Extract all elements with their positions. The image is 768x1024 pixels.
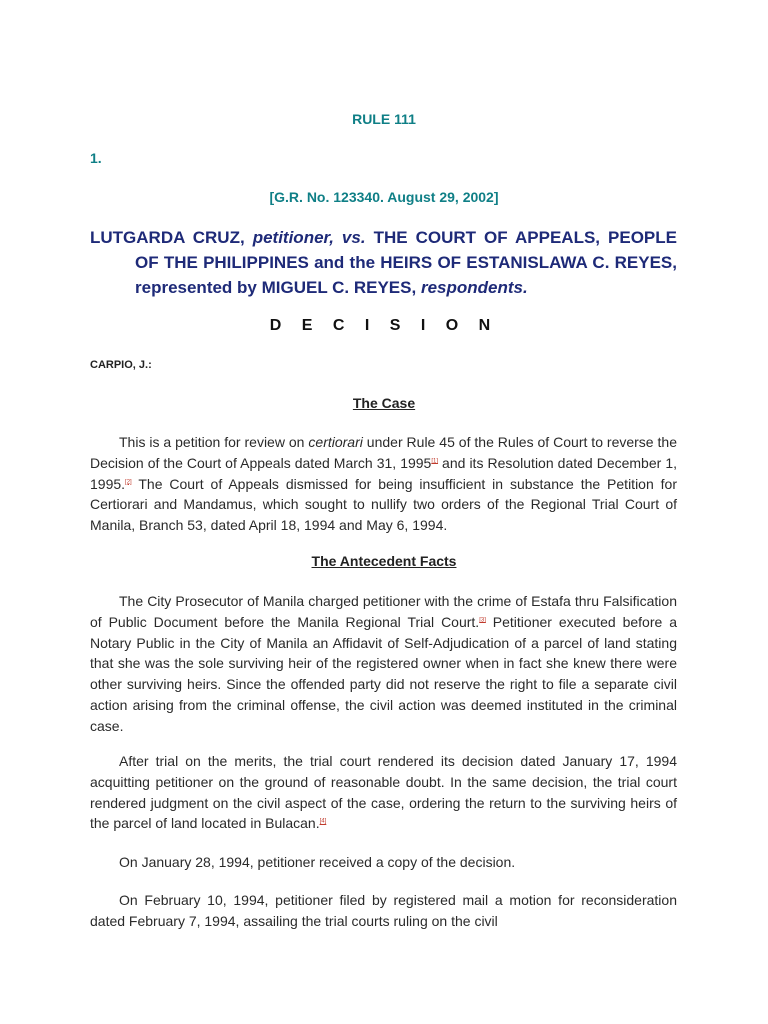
- petitioner-name: LUTGARDA CRUZ,: [90, 228, 245, 247]
- paragraph-5: On February 10, 1994, petitioner filed by registered mail a motion for reconsideration dated February 7, 1994, assailing the trial courts ruling on the civil: [90, 892, 677, 929]
- paragraph-4: On January 28, 1994, petitioner received a copy of the decision.: [119, 854, 516, 870]
- footnote-link-4[interactable]: [4]: [319, 818, 327, 825]
- ponente: CARPIO, J.:: [90, 359, 152, 371]
- footnote-link-1[interactable]: [1]: [431, 458, 439, 465]
- text-run: The Court of Appeals dismissed for being insufficient in substance the Petition for Certiorari and Mandamus, which sought to nullify two orders of the Regional Trial Court of Manila, Branch 53, dated April 18, 1994 and May 6, 1994.: [90, 475, 677, 534]
- gr-number: [G.R. No. 123340. August 29, 2002]: [269, 189, 499, 205]
- text-run: Petitioner executed before a Notary Public in the City of Manila an Affidavit of Self-Adjudication of a parcel of land stating that she was the sole surviving heir of the registered owner when in fact she knew there were other surviving heirs. Since the offended party did not reserve the right to file a separate civil action arising from the criminal offense, the civil action was deemed instituted in the criminal case.: [90, 613, 677, 734]
- respondents-names: THE COURT OF APPEALS, PEOPLE OF THE PHILIPPINES and the HEIRS OF ESTANISLAWA C. REYES, represented by MIGUEL C. REYES,: [135, 228, 677, 297]
- paragraph-2: [90, 591, 677, 737]
- paragraph-1: [90, 432, 677, 536]
- item-number: 1.: [90, 150, 102, 166]
- text-run: After trial on the merits, the trial court rendered its decision dated January 17, 1994 acquitting petitioner on the ground of reasonable doubt. In the same decision, the trial court rendered judgment on the civil aspect of the case, ordering the return to the surviving heirs of the parcel of land located in Bulacan.: [90, 753, 677, 832]
- rule-heading: RULE 111: [352, 111, 416, 127]
- case-parties: [90, 225, 677, 300]
- footnote-link-2[interactable]: [2]: [125, 478, 132, 485]
- section-heading-facts: The Antecedent Facts: [311, 553, 457, 569]
- paragraph-3: [90, 751, 677, 834]
- decision-title: D E C I S I O N: [269, 317, 499, 334]
- footnote-link-3[interactable]: [3]: [479, 617, 486, 624]
- text-run: The City Prosecutor of Manila charged petitioner with the crime of Estafa thru Falsification of Public Document before the Manila Regional Trial Court.: [90, 593, 677, 630]
- text-run: This is a petition for review on: [119, 434, 309, 450]
- petitioner-role: petitioner, vs.: [252, 228, 366, 247]
- text-run: and its Resolution dated December 1, 1995.: [90, 454, 677, 492]
- text-run-italic: certiorari: [308, 434, 363, 450]
- respondents-role: respondents.: [420, 278, 528, 297]
- section-heading-case: The Case: [352, 395, 416, 411]
- text-run: under Rule 45 of the Rules of Court to reverse the Decision of the Court of Appeals dated March 31, 1995: [90, 434, 677, 471]
